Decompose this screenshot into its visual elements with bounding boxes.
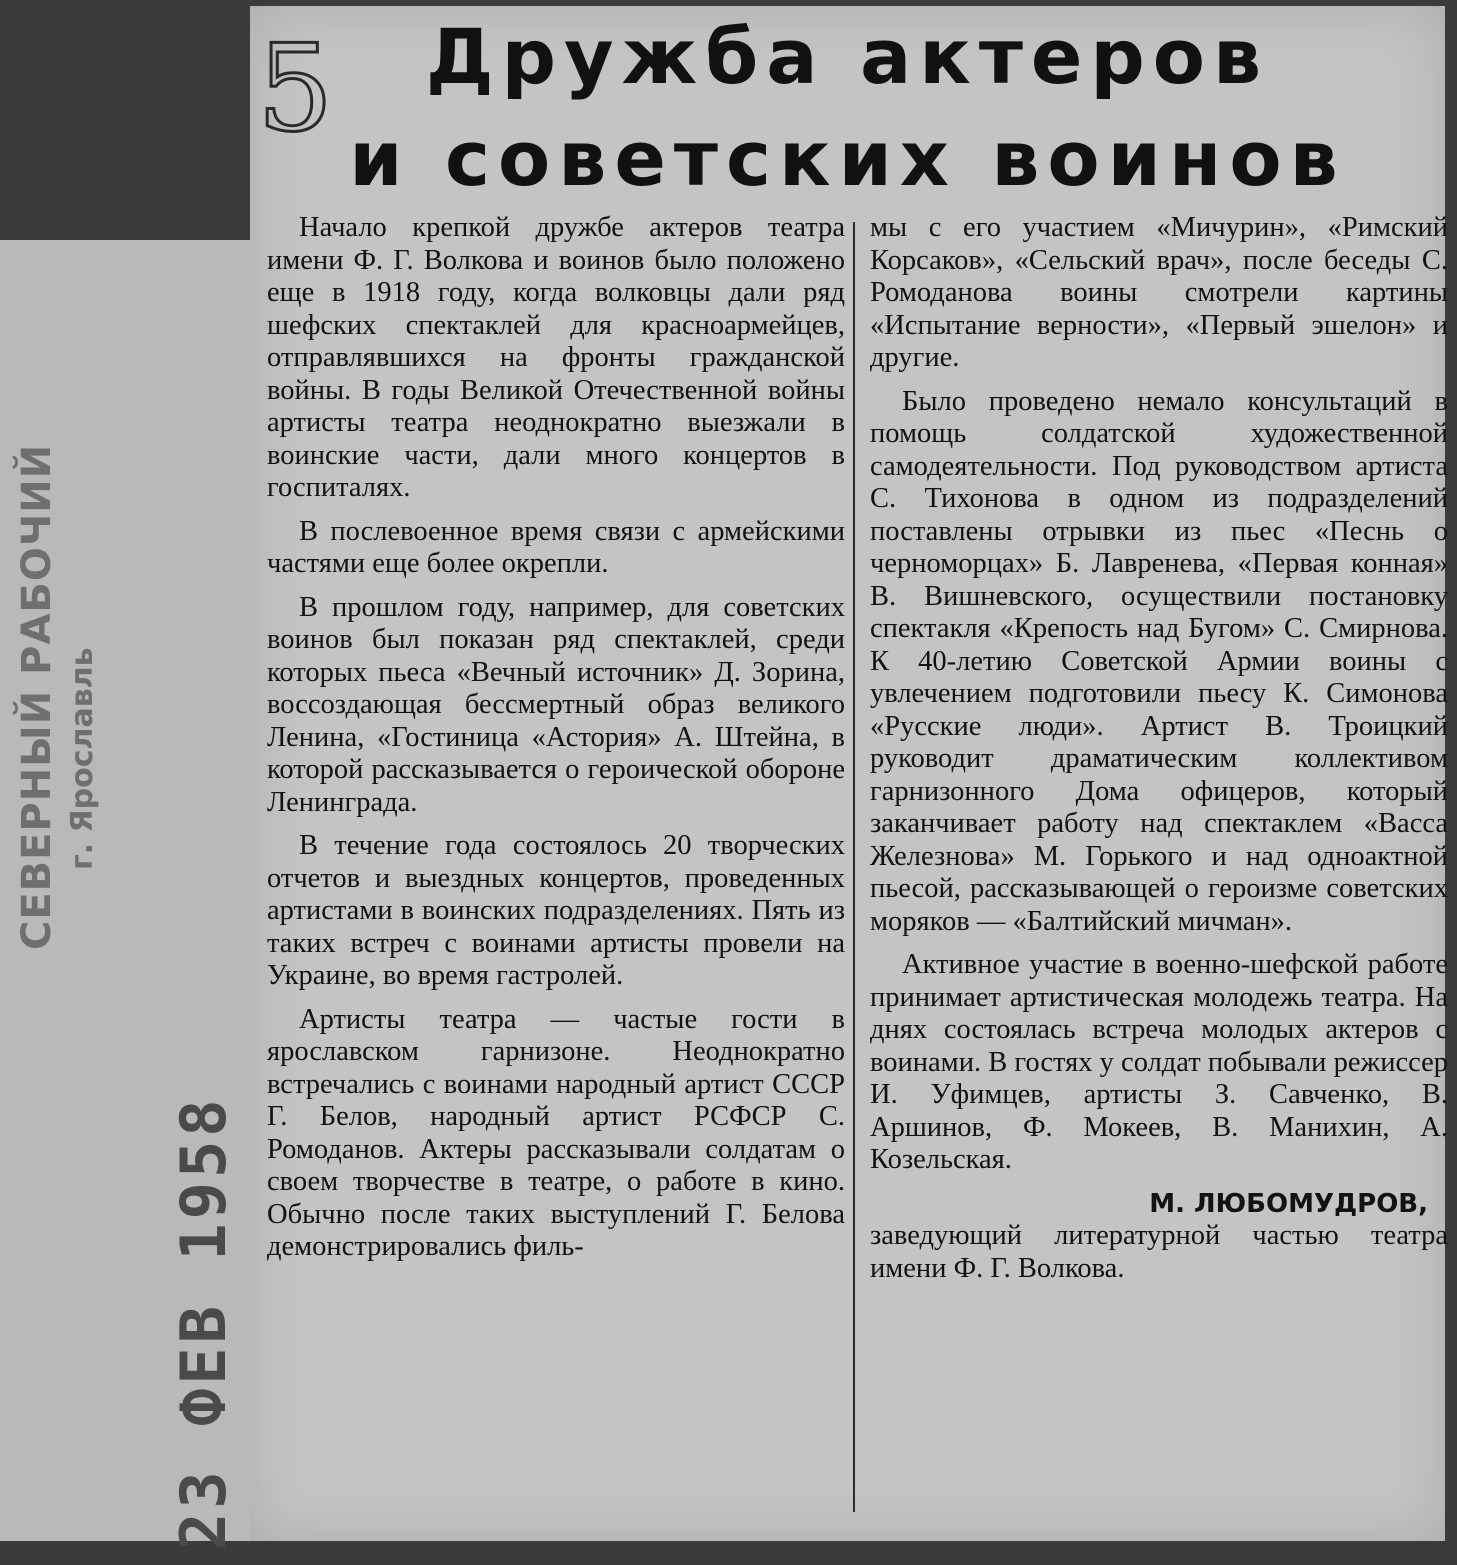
title-line-1: Дружба актеров: [425, 12, 1270, 101]
paragraph: В послевоенное время связи с армейскими частями еще более окрепли.: [267, 515, 845, 579]
article-column-left: [267, 212, 845, 1275]
paragraph: мы с его участием «Мичурин», «Римский Корсаков», «Сельский врач», после беседы С. Ромоданова воины смотрели картины «Испытание верности», «Первый эшелон» и другие.: [870, 212, 1448, 373]
author-name: М. ЛЮБОМУДРОВ,: [1149, 1188, 1428, 1219]
svg-text:5: 5: [257, 20, 334, 159]
paragraph: Начало крепкой дружбе актеров театра имени Ф. Г. Волкова и воинов было положено еще в 1918 году, когда волковцы дали ряд шефских спектаклей для красноармейцев, отправлявшихся на фронты гражданской войны. В годы Великой Отечественной войны артисты театра неоднократно выезжали в воинские части, дали много концертов в госпиталях.: [267, 212, 845, 503]
author-role: заведующий литературной частью театра имени Ф. Г. Волкова.: [870, 1220, 1448, 1284]
paragraph: Артисты театра — частые гости в ярославском гарнизоне. Неоднократно встречались с воинами народный артист СССР Г. Белов, народный артист РСФСР С. Ромоданов. Актеры рассказывали солдатам о своем творчестве в театре, о работе в кино. Обычно после таких выступлений Г. Белова демонстрировались филь-: [267, 1003, 845, 1262]
newspaper-name-stamp: СЕВЕРНЫЙ РАБОЧИЙ: [14, 443, 60, 950]
column-divider: [853, 222, 855, 1512]
newspaper-stamp: [14, 443, 100, 960]
article-column-right: [870, 212, 1448, 1296]
backing-sheet: [0, 240, 262, 1550]
paragraph: В прошлом году, например, для советских воинов был показан ряд спектаклей, среди которых пьеса «Вечный источник» Д. Зорина, воссоздающая бессмертный образ великого Ленина, «Гостиница «Астория» А. Штейна, в которой рассказывается о героической обороне Ленинграда.: [267, 591, 845, 818]
date-stamp-text: 23 ФЕВ 1958: [167, 1095, 240, 1550]
paragraph: В течение года состоялось 20 творческих отчетов и выездных концертов, проведенных артистами в воинских подразделениях. Пять из таких встреч с воинами артисты провели на Украине, во время гастролей.: [267, 830, 845, 991]
paragraph: Активное участие в военно-шефской работе принимает артистическая молодежь театра. На днях состоялась встреча молодых актеров с воинами. В гостях у солдат побывали режиссер И. Уфимцев, артисты З. Савченко, В. Аршинов, Ф. Мокеев, В. Манихин, А. Козельская.: [870, 949, 1448, 1175]
city-stamp: г. Ярославль: [65, 647, 100, 870]
paragraph: Было проведено немало консультаций в помощь солдатской художественной самодеятельности. Под руководством артиста С. Тихонова в одном из подразделений поставлены отрывки из пьес «Песнь о черноморцах» Б. Лавренева, «Первая конная» В. Вишневского, осуществили постановку спектакля «Крепость над Бугом» С. Смирнова. К 40-летию Советской Армии воины с увлечением подготовили пьесу К. Симонова «Русские люди». Артист В. Троицкий руководит драматическим коллективом гарнизонного Дома офицеров, который заканчивает работу над спектаклем «Васса Железнова» М. Горького и над одноактной пьесой, рассказывающей о героизме советских моряков — «Балтийский мичман».: [870, 385, 1448, 937]
date-stamp: [120, 1095, 240, 1560]
title-line-2: и советских воинов: [349, 114, 1346, 203]
article-title: [250, 6, 1445, 210]
